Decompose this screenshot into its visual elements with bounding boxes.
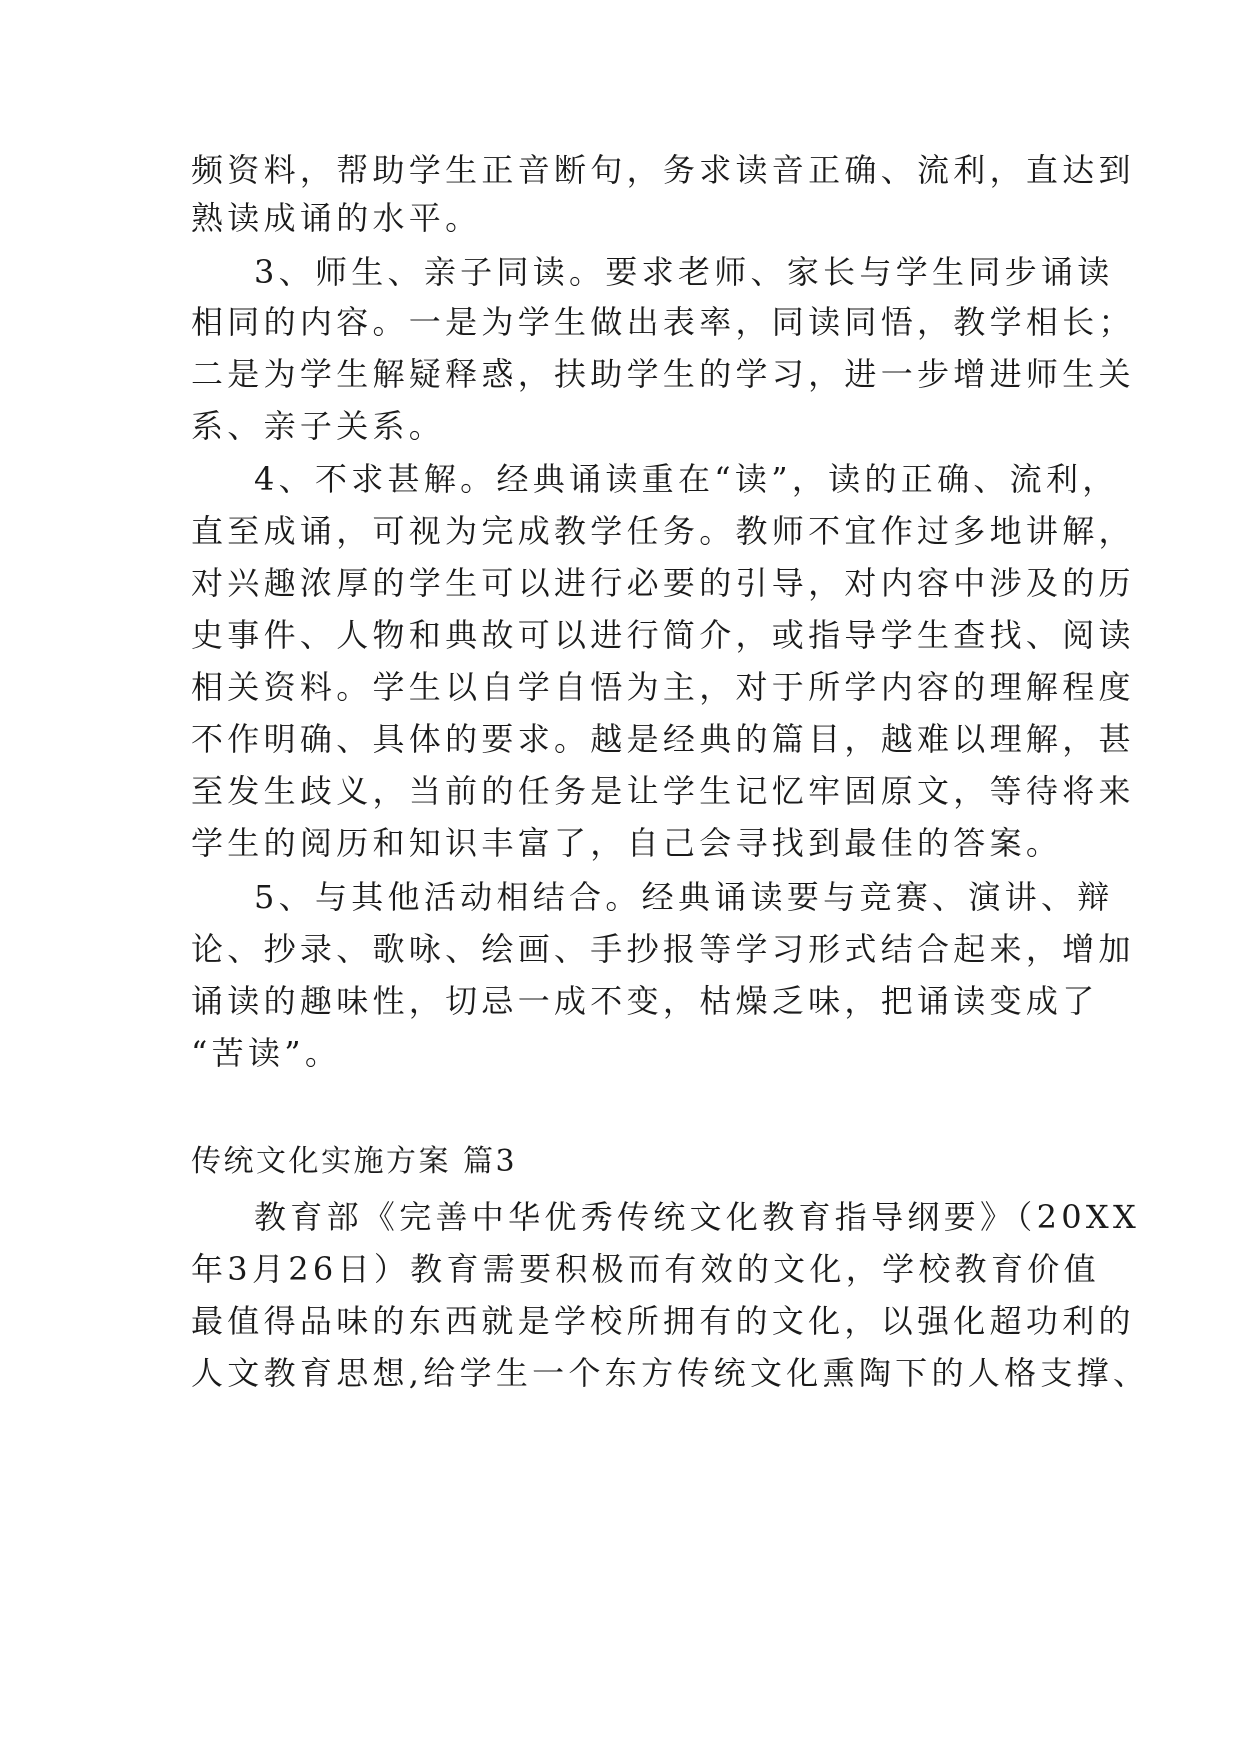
paragraph-line: 直至成诵，可视为完成教学任务。教师不宜作过多地讲解， [191, 512, 1135, 550]
paragraph-line: 二是为学生解疑释惑，扶助学生的学习，进一步增进师生关 [191, 355, 1135, 393]
paragraph-line: 3、师生、亲子同读。要求老师、家长与学生同步诵读 [254, 253, 1114, 291]
paragraph-line: 年3月26日）教育需要积极而有效的文化，学校教育价值 [191, 1250, 1100, 1288]
paragraph-line: 教育部《完善中华优秀传统文化教育指导纲要》（20XX [254, 1198, 1141, 1236]
paragraph-line: 至发生歧义，当前的任务是让学生记忆牢固原文，等待将来 [191, 772, 1135, 810]
section-heading: 传统文化实施方案 篇3 [191, 1144, 518, 1179]
paragraph-line: 5、与其他活动相结合。经典诵读要与竞赛、演讲、辩 [254, 878, 1114, 916]
paragraph-line: 系、亲子关系。 [191, 407, 446, 445]
paragraph-line: 论、抄录、歌咏、绘画、手抄报等学习形式结合起来，增加 [191, 930, 1135, 968]
paragraph-line: 相关资料。学生以自学自悟为主，对于所学内容的理解程度 [191, 668, 1135, 706]
paragraph-line: 人文教育思想,给学生一个东方传统文化熏陶下的人格支撑、 [191, 1354, 1150, 1392]
paragraph-line: 史事件、人物和典故可以进行简介，或指导学生查找、阅读 [191, 616, 1135, 654]
paragraph-line: 诵读的趣味性，切忌一成不变，枯燥乏味，把诵读变成了 [191, 982, 1099, 1020]
paragraph-line: “苦读”。 [191, 1034, 342, 1072]
paragraph-line: 4、不求甚解。经典诵读重在“读”，读的正确、流利， [254, 460, 1119, 498]
paragraph-line: 频资料，帮助学生正音断句，务求读音正确、流利，直达到 [191, 151, 1135, 189]
paragraph-line: 熟读成诵的水平。 [191, 199, 482, 237]
paragraph-line: 最值得品味的东西就是学校所拥有的文化，以强化超功利的 [191, 1302, 1135, 1340]
paragraph-line: 对兴趣浓厚的学生可以进行必要的引导，对内容中涉及的历 [191, 564, 1135, 602]
paragraph-line: 学生的阅历和知识丰富了，自己会寻找到最佳的答案。 [191, 824, 1063, 862]
paragraph-line: 相同的内容。一是为学生做出表率，同读同悟，教学相长； [191, 303, 1135, 341]
paragraph-line: 不作明确、具体的要求。越是经典的篇目，越难以理解，甚 [191, 720, 1135, 758]
